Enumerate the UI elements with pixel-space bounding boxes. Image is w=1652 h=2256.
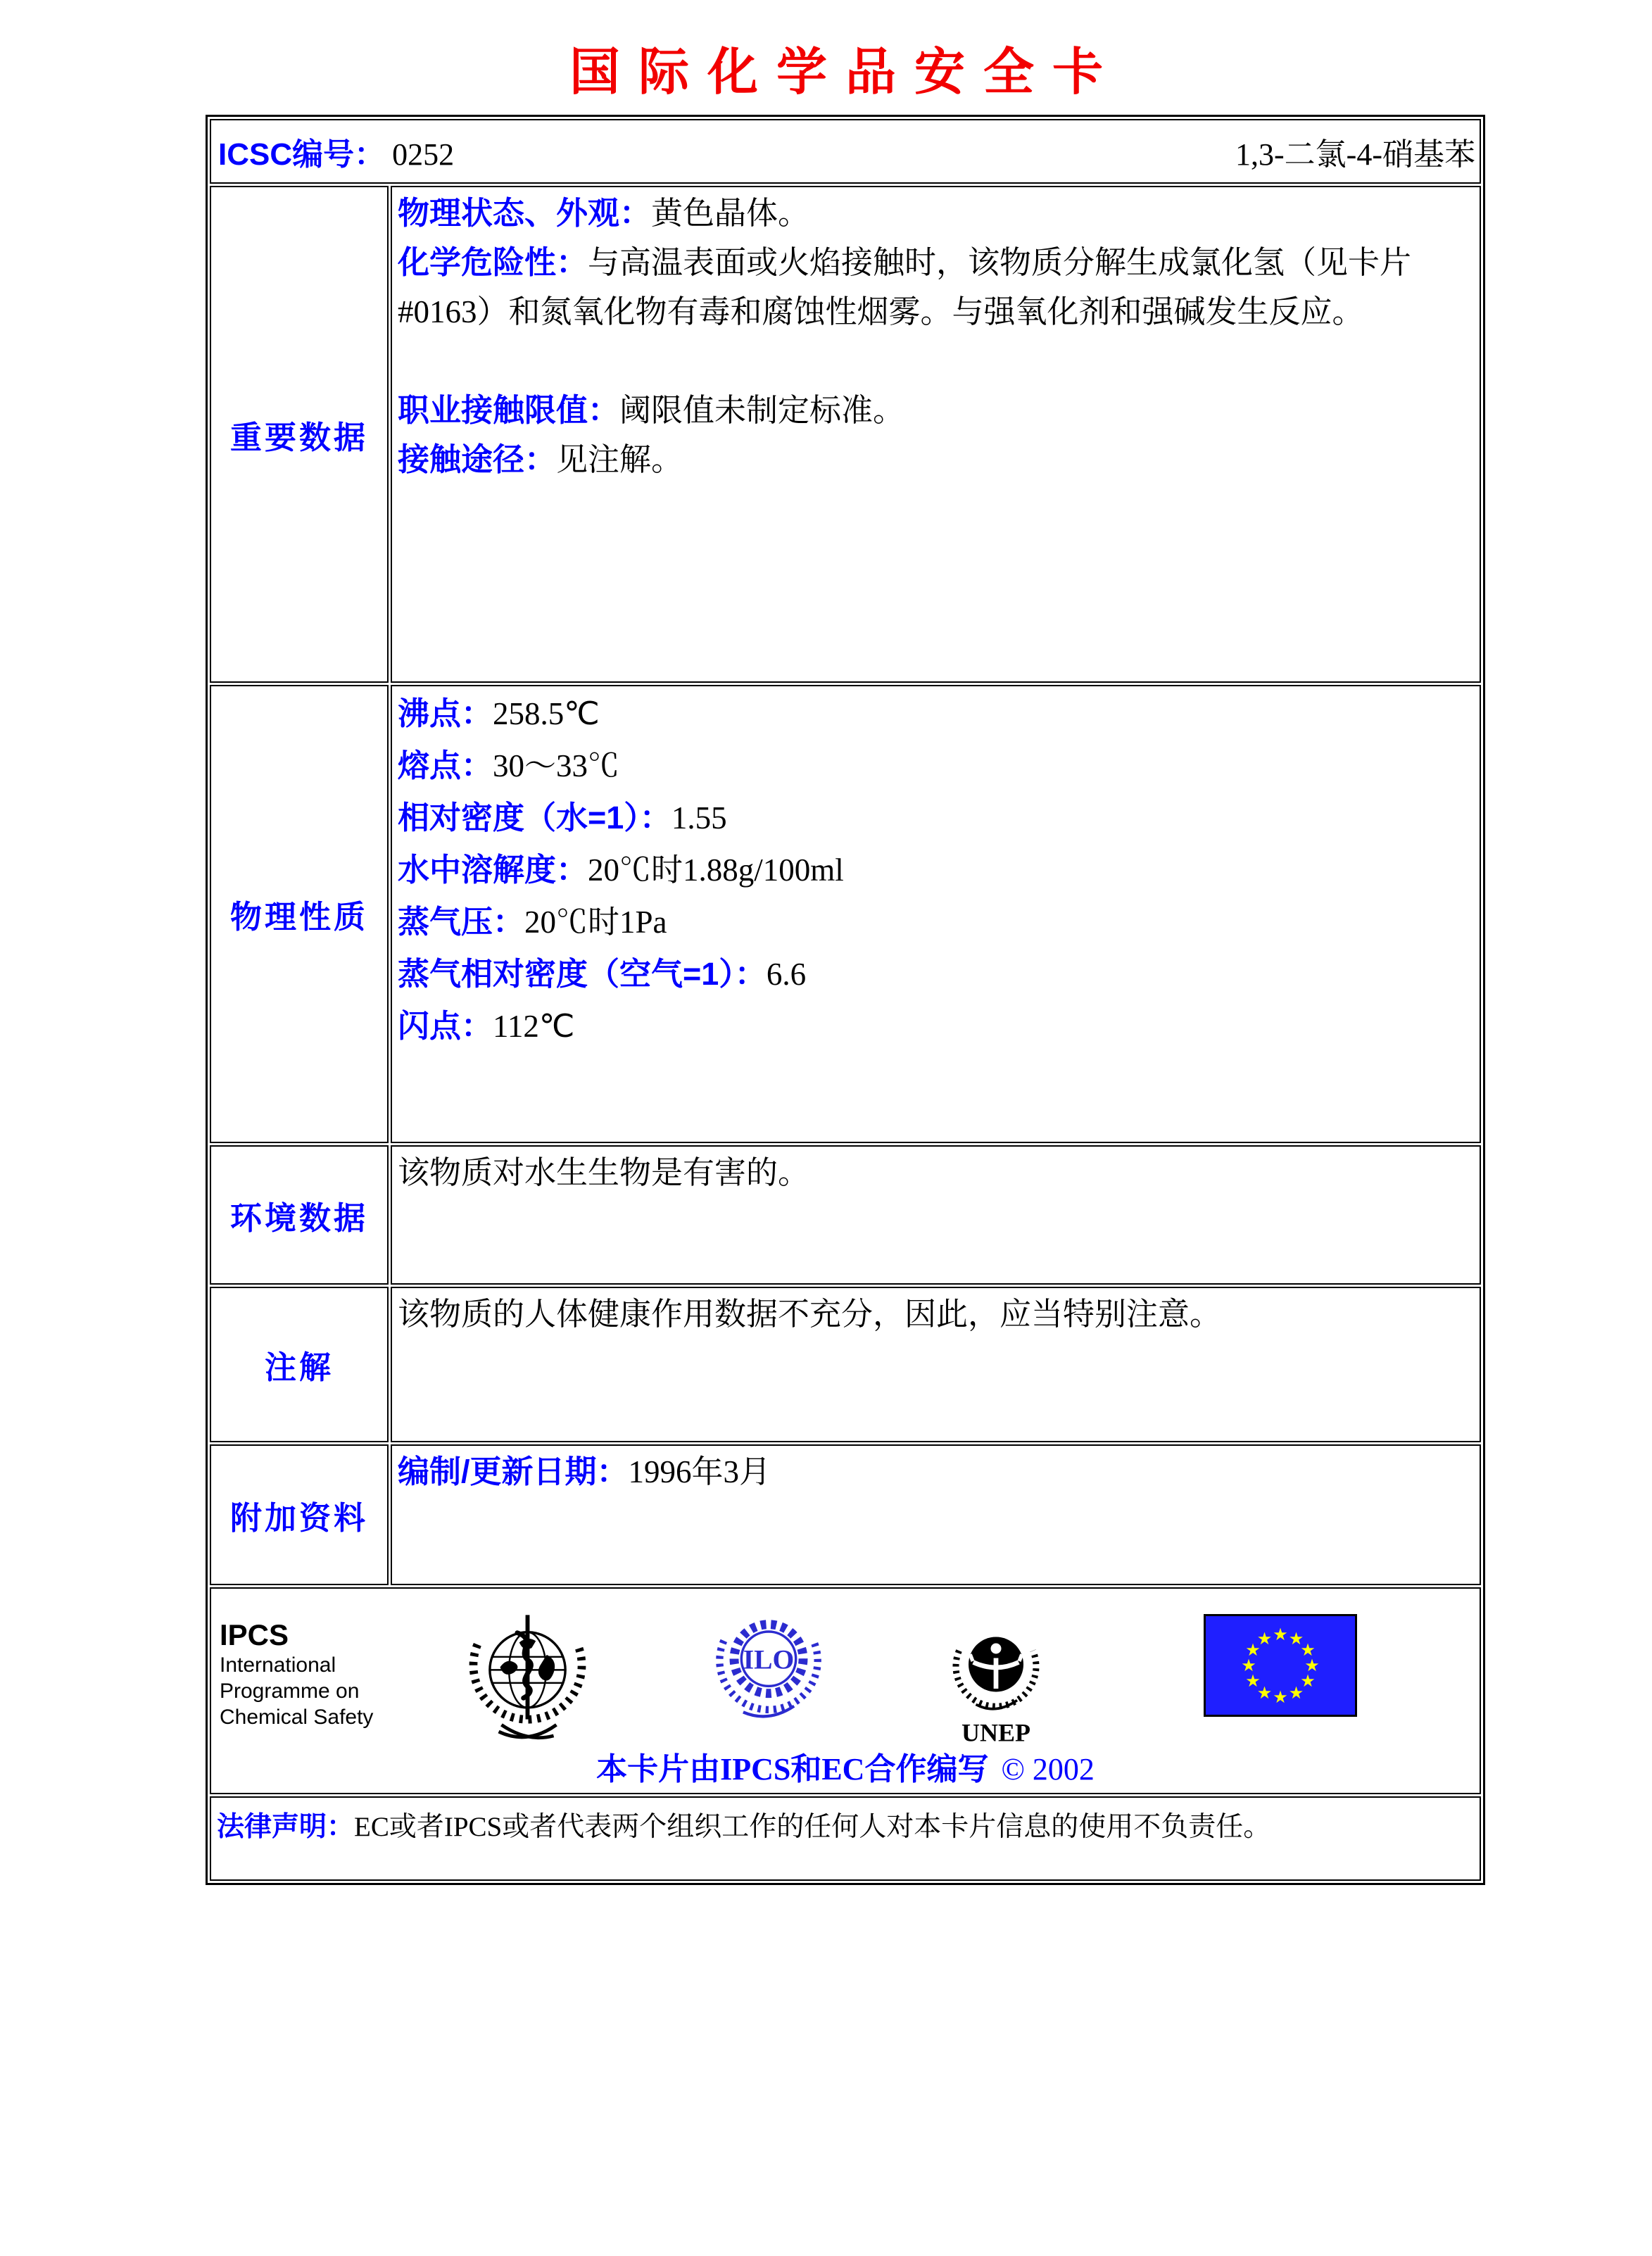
eu-star: ★ <box>1245 1641 1261 1660</box>
eu-star: ★ <box>1245 1672 1261 1691</box>
field-value: 阈限值未制定标准。 <box>619 393 905 428</box>
section-row-notes <box>210 1287 1481 1442</box>
eu-star: ★ <box>1241 1657 1256 1675</box>
eu-star: ★ <box>1273 1626 1288 1644</box>
logos-cell <box>210 1587 1481 1794</box>
section-label-environmental-data: 环境数据 <box>210 1145 389 1285</box>
field-label: 沸点： <box>398 695 493 731</box>
cooperation-caption <box>211 1744 1480 1789</box>
field-label: 职业接触限值： <box>398 392 620 428</box>
chemical-name: 1,3-二氯-4-硝基苯 <box>1235 137 1475 172</box>
legal-notice <box>217 1809 1474 1846</box>
legal-notice-label: 法律声明： <box>217 1812 355 1842</box>
field-vapor-pressure <box>398 896 1473 948</box>
field-water-solubility <box>398 844 1473 896</box>
field-occupational-limit <box>398 386 1473 435</box>
icsc-number <box>218 129 454 174</box>
icsc-card-table <box>206 115 1485 1885</box>
field-boiling-point <box>398 688 1473 740</box>
field-value: 黄色晶体。 <box>651 196 810 231</box>
field-value: 1996年3月 <box>628 1454 771 1489</box>
section-content-environmental-data <box>391 1145 1481 1285</box>
icsc-number-value: 0252 <box>392 137 455 172</box>
field-label: 蒸气相对密度（空气=1）： <box>398 956 767 992</box>
legal-row <box>210 1796 1481 1881</box>
copyright-text: © 2002 <box>1001 1752 1095 1786</box>
section-content-additional-info <box>391 1444 1481 1585</box>
field-melting-point <box>398 740 1473 792</box>
section-row-physical-properties <box>210 685 1481 1143</box>
section-row-environmental-data <box>210 1145 1481 1285</box>
page-title: 国际化学品安全卡 <box>569 42 1121 101</box>
cooperation-caption-text: 本卡片由IPCS和EC合作编写 <box>596 1752 989 1786</box>
section-content-notes <box>391 1287 1481 1442</box>
field-value: 与高温表面或火焰接触时，该物质分解生成氯化氢（见卡片#0163）和氮氧化物有毒和腐蚀性烟雾。与强氧化剂和强碱发生反应。 <box>398 245 1412 329</box>
ipcs-line: Programme on <box>220 1680 360 1703</box>
field-value: 112℃ <box>493 1009 575 1044</box>
field-value: 1.55 <box>671 800 727 836</box>
eu-star: ★ <box>1288 1684 1304 1703</box>
field-update-date <box>398 1447 1473 1496</box>
eu-star: ★ <box>1256 1630 1273 1649</box>
notes-text: 该物质的人体健康作用数据不充分，因此，应当特别注意。 <box>398 1297 1222 1332</box>
field-label: 相对密度（水=1）： <box>398 800 671 836</box>
eu-star: ★ <box>1300 1672 1316 1691</box>
field-label: 熔点： <box>398 748 493 783</box>
unep-emblem-icon <box>943 1601 1049 1763</box>
field-chemical-danger <box>398 238 1473 336</box>
ipcs-line: Chemical Safety <box>220 1706 374 1729</box>
icsc-number-label: ICSC编号： <box>218 137 386 172</box>
field-value: 6.6 <box>766 957 807 992</box>
section-row-important-data <box>210 186 1481 683</box>
field-label: 化学危险性： <box>398 244 588 280</box>
section-content-physical-properties <box>391 685 1481 1143</box>
field-exposure-routes <box>398 435 1473 484</box>
ilo-monogram: ILO <box>743 1644 795 1675</box>
field-label: 闪点： <box>398 1008 493 1044</box>
legal-cell <box>210 1796 1481 1881</box>
ipcs-logo-text <box>220 1618 373 1730</box>
field-label: 物理状态、外观： <box>398 195 652 231</box>
section-label-physical-properties: 物理性质 <box>210 685 389 1143</box>
field-flash-point <box>398 1000 1473 1052</box>
eu-star: ★ <box>1256 1684 1273 1703</box>
field-label: 水中溶解度： <box>398 852 588 888</box>
legal-notice-text: EC或者IPCS或者代表两个组织工作的任何人对本卡片信息的使用不负责任。 <box>354 1812 1271 1842</box>
field-value: 20℃时1.88g/100ml <box>588 852 844 888</box>
section-content-important-data <box>391 186 1481 683</box>
unep-wordmark: UNEP <box>961 1718 1030 1747</box>
header-cell <box>210 119 1481 184</box>
section-label-important-data: 重要数据 <box>210 186 389 683</box>
field-value: 258.5℃ <box>493 696 600 731</box>
field-physical-state <box>398 189 1473 238</box>
section-label-additional-info: 附加资料 <box>210 1444 389 1585</box>
field-value: 30～33℃ <box>493 748 620 783</box>
eu-flag-icon <box>1204 1614 1357 1717</box>
field-vapor-relative-density <box>398 948 1473 1000</box>
field-relative-density <box>398 792 1473 844</box>
field-value: 20℃时1Pa <box>524 905 667 940</box>
ipcs-acronym: IPCS <box>220 1618 289 1651</box>
who-emblem-icon <box>459 1604 596 1755</box>
section-row-additional-info <box>210 1444 1481 1585</box>
header-row <box>210 119 1481 184</box>
section-label-notes: 注解 <box>210 1287 389 1442</box>
eu-star: ★ <box>1273 1689 1288 1707</box>
environment-text: 该物质对水生生物是有害的。 <box>398 1155 810 1190</box>
field-label: 蒸气压： <box>398 904 525 940</box>
ilo-emblem-icon <box>708 1603 829 1729</box>
eu-star: ★ <box>1304 1657 1320 1675</box>
field-label: 接触途径： <box>398 441 557 477</box>
eu-star: ★ <box>1288 1630 1304 1649</box>
ipcs-line: International <box>220 1653 336 1677</box>
field-value: 见注解。 <box>556 442 683 477</box>
eu-star: ★ <box>1300 1641 1316 1660</box>
field-label: 编制/更新日期： <box>398 1454 629 1489</box>
logos-row <box>210 1587 1481 1794</box>
